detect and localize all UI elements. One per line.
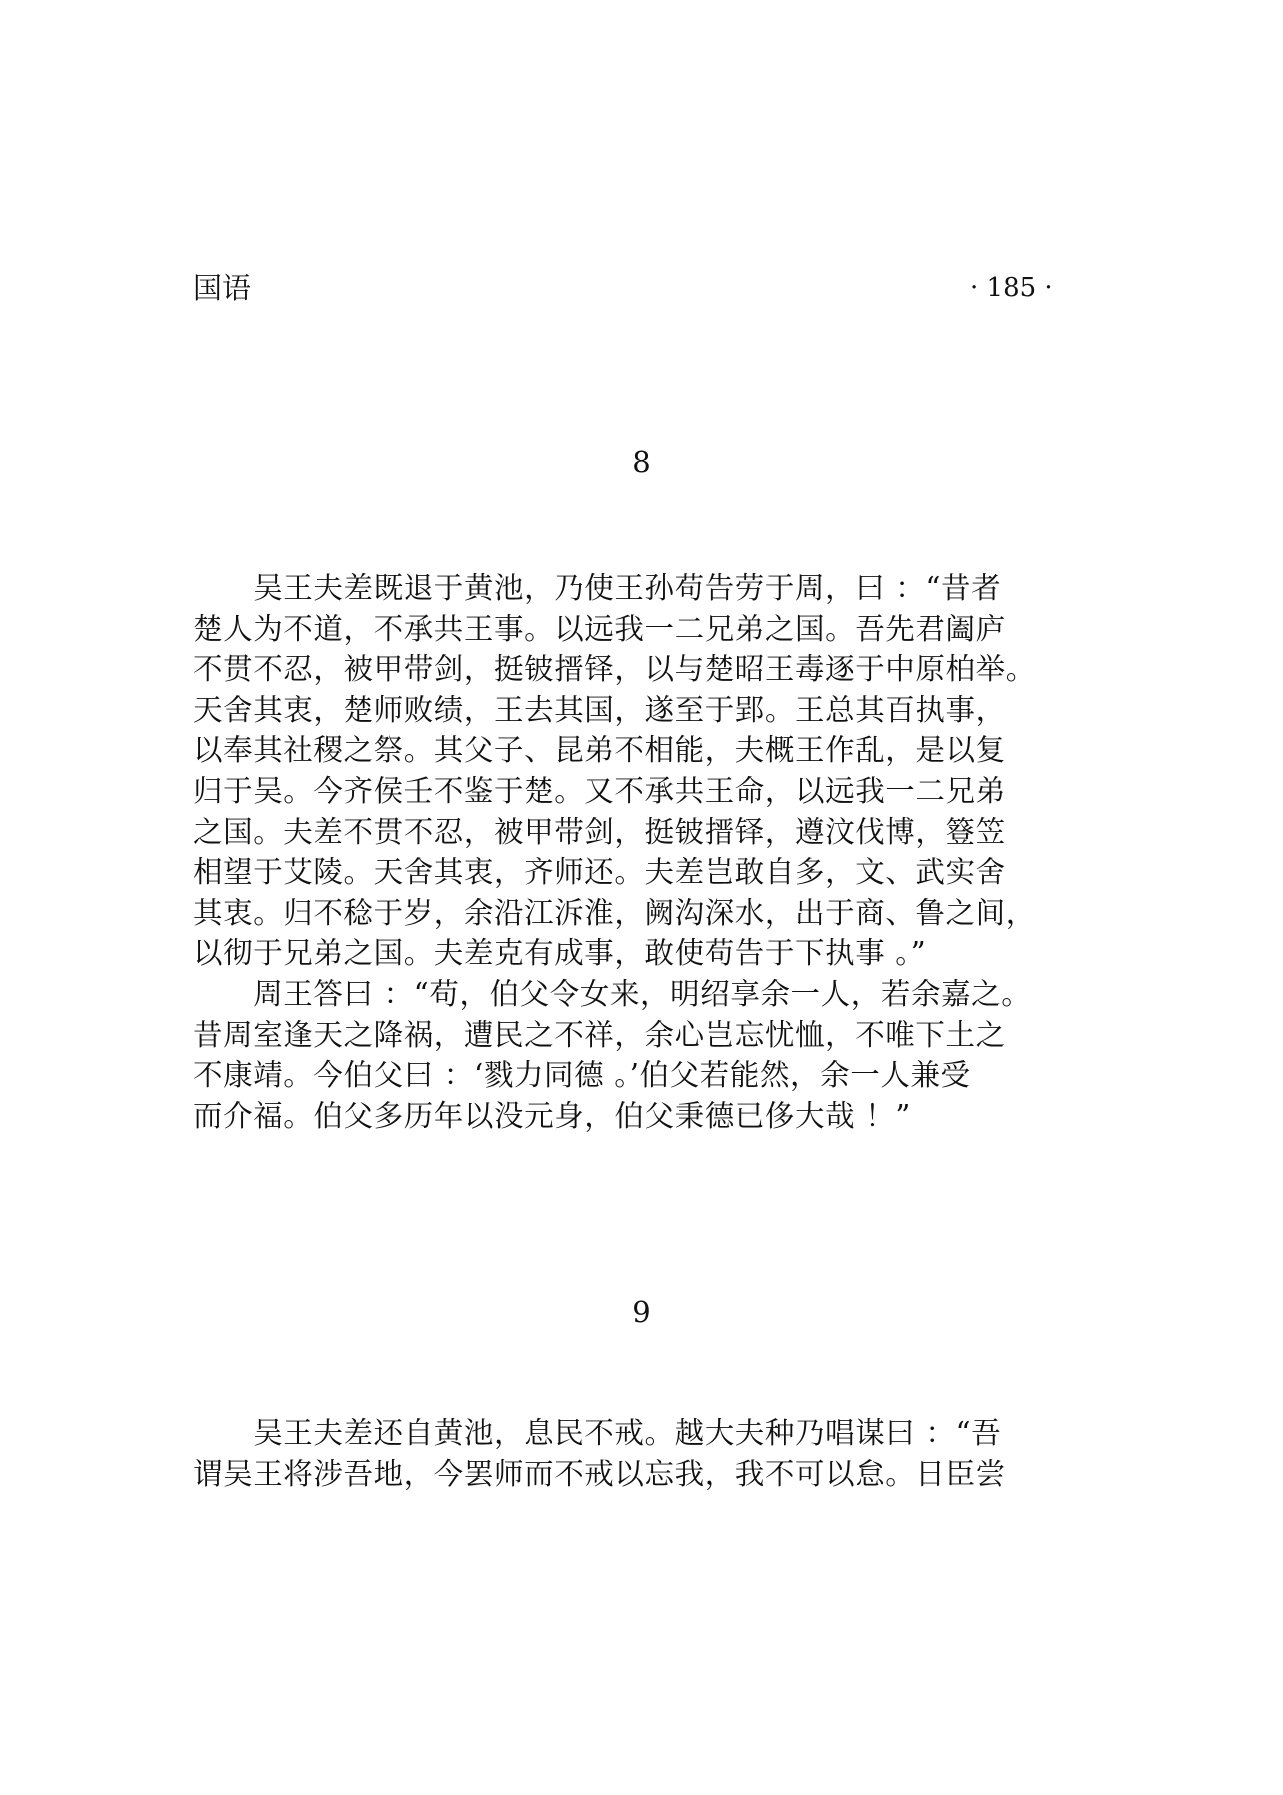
text-line: 不康靖。今伯父曰 ：‘戮力同德 。’伯父若能然，余一人兼受 [193, 1058, 971, 1093]
text-line: 其衷。归不稔于岁，余沿江泝淮，阙沟深水，出于商、鲁之间， [193, 895, 1036, 930]
text-line: 归于吴。今齐侯壬不鉴于楚。又不承共王命，以远我一二兄弟 [193, 773, 1006, 808]
text-line: 不贯不忍，被甲带剑，挺铍搢铎，以与楚昭王毒逐于中原柏举。 [193, 652, 1036, 687]
text-line: 谓吴王将涉吾地，今罢师而不戒以忘我，我不可以怠。日臣尝 [193, 1456, 1006, 1491]
section-number-9: 9 [632, 1295, 651, 1329]
text-line: 天舍其衷，楚师败绩，王去其国，遂至于郢。王总其百执事， [193, 692, 1006, 727]
text-line: 吴王夫差既退于黄池，乃使王孙苟告劳于周，曰 ：“昔者 [193, 571, 1002, 605]
section-8-text [193, 568, 1113, 1136]
text-line: 吴王夫差还自黄池，息民不戒。越大夫种乃唱谋曰 ：“吾 [193, 1416, 1002, 1450]
section-9-text [193, 1413, 1113, 1494]
book-title: 国语 [193, 271, 252, 305]
text-line: 相望于艾陵。天舍其衷，齐师还。夫差岂敢自多，文、武实舍 [193, 855, 1006, 890]
text-line: 而介福。伯父多历年以没元身，伯父秉德已侈大哉 ！” [193, 1098, 911, 1133]
text-line: 楚人为不道，不承共王事。以远我一二兄弟之国。吾先君阖庐 [193, 611, 1006, 646]
text-line: 昔周室逢天之降祸，遭民之不祥，余心岂忘忧恤，不唯下土之 [193, 1017, 1006, 1052]
page-number: · 185 · [970, 273, 1053, 303]
text-line: 以彻于兄弟之国。夫差克有成事，敢使苟告于下执事 。” [193, 936, 927, 971]
text-line: 周王答曰 ：“苟，伯父令女来，明绍享余一人，若余嘉之。 [193, 976, 1032, 1011]
text-line: 之国。夫差不贯不忍，被甲带剑，挺铍搢铎，遵汶伐博，簦笠 [193, 814, 1006, 849]
section-number-8: 8 [632, 445, 651, 479]
text-line: 以奉其社稷之祭。其父子、昆弟不相能，夫概王作乱，是以复 [193, 733, 1006, 768]
